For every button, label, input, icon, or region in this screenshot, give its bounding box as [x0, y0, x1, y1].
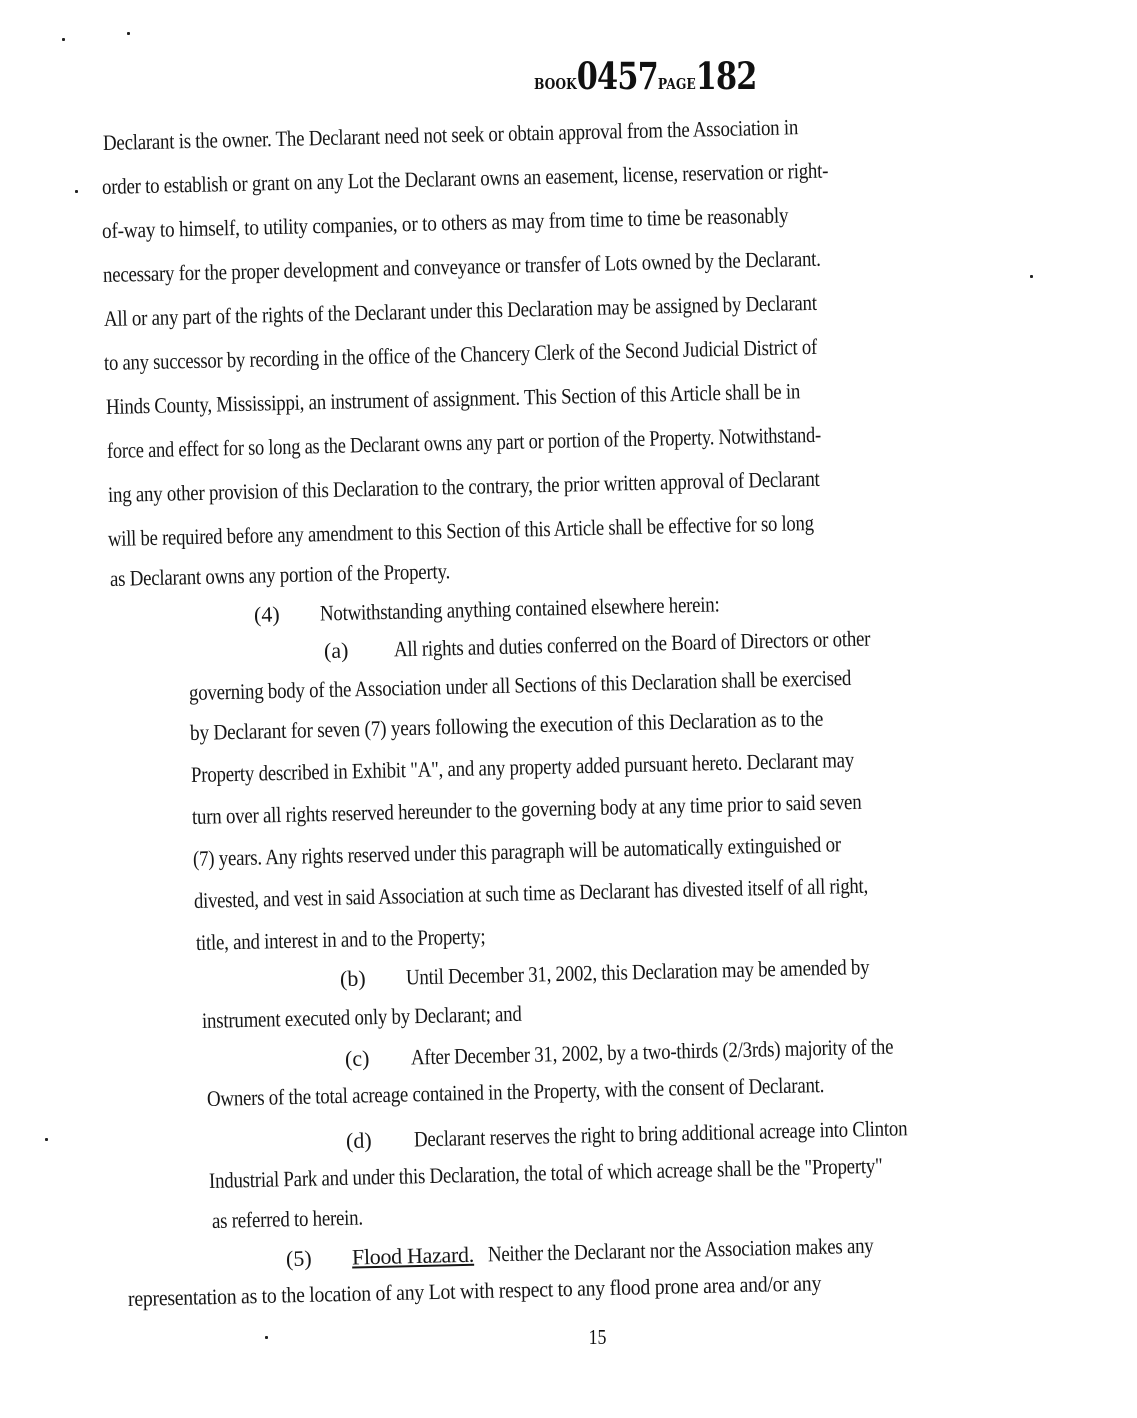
item-b-row: [340, 952, 945, 992]
item-c-line: Owners of the total acreage contained in the Property, with the consent of Declarant.: [206, 1071, 825, 1111]
body-row: [108, 463, 936, 508]
book-number: 0457: [576, 54, 658, 98]
body-row: [102, 200, 882, 244]
scan-speck: [265, 1336, 268, 1339]
item-c-row: [345, 1032, 972, 1072]
scan-speck: [75, 190, 78, 193]
section-5-first-line: Neither the Declarant nor the Association makes any: [487, 1232, 874, 1267]
book-page-stamp: [534, 54, 757, 98]
section-4-number: (4): [253, 601, 280, 627]
item-d-line: as referred to herein.: [211, 1204, 364, 1233]
body-row: [108, 507, 939, 552]
item-a-line: title, and interest in and to the Property;: [195, 923, 486, 955]
body-row: [107, 419, 957, 464]
body-line: of-way to himself, to utility companies, or to others as may from time to time be reasonably: [101, 202, 789, 243]
item-a-line: divested, and vest in said Association at such time as Declarant has divested itself of all right,: [193, 872, 869, 913]
body-row: [106, 376, 914, 420]
item-a-row: [193, 829, 947, 872]
section-5-line: representation as to the location of any Lot with respect to any flood prone area and/or any: [127, 1270, 822, 1311]
item-d-row: [346, 1113, 988, 1154]
item-b-first-line: Until December 31, 2002, this Declaration may be amended by: [405, 953, 870, 990]
body-line: force and effect for so long as the Declarant owns any part or portion of the Property. Notwithstand-: [106, 421, 822, 463]
body-row: [104, 331, 943, 376]
body-line: Declarant is the owner. The Declarant need not seek or obtain approval from the Association in: [102, 114, 799, 155]
item-a-line: governing body of the Association under all Sections of this Declaration shall be exercised: [188, 664, 852, 705]
scan-speck: [62, 38, 65, 41]
item-c-row: [207, 1070, 925, 1112]
item-a-row: [191, 745, 962, 788]
body-line: order to establish or grant on any Lot the Declarant owns an easement, license, reservation or right-: [101, 157, 829, 199]
item-d-row: [212, 1204, 388, 1234]
body-row: [104, 287, 933, 332]
scan-speck: [1030, 275, 1033, 278]
item-b-row: [202, 1000, 574, 1034]
item-d-row: [209, 1150, 993, 1194]
item-d-line: Industrial Park and under this Declaration, the total of which acreage shall be the "Property": [208, 1152, 883, 1193]
item-a-line: by Declarant for seven (7) years following the execution of this Declaration as to the: [189, 705, 824, 745]
item-c-first-line: After December 31, 2002, by a two-thirds (2/3rds) majority of the: [410, 1033, 894, 1070]
item-a-row: [324, 624, 948, 664]
book-label: BOOK: [534, 75, 577, 93]
item-a-letter: (a): [323, 637, 349, 663]
section-4-row: [254, 590, 785, 628]
page-label: PAGE: [657, 75, 696, 93]
page-number: 15: [588, 1325, 607, 1349]
body-row: [110, 557, 506, 592]
item-a-row: [192, 786, 971, 830]
body-row: [103, 112, 912, 156]
item-d-first-line: Declarant reserves the right to bring additional acreage into Clinton: [413, 1115, 908, 1152]
body-row: [102, 155, 947, 200]
section-5-row: [286, 1231, 937, 1272]
item-c-letter: (c): [344, 1045, 370, 1071]
item-a-first-line: All rights and duties conferred on the Board of Directors or other: [393, 625, 871, 662]
item-a-row: [196, 922, 533, 956]
section-5-number: (5): [285, 1245, 312, 1271]
item-a-line: turn over all rights reserved hereunder to the governing body at any time prior to said seven: [191, 788, 862, 829]
item-a-row: [189, 663, 959, 706]
body-line: will be required before any amendment to this Section of this Article shall be effective for so long: [107, 509, 814, 551]
body-line: to any successor by recording in the office of the Chancery Clerk of the Second Judicial District of: [103, 333, 818, 375]
section-4-text: Notwithstanding anything contained elsewhere herein:: [319, 591, 720, 626]
section-5-heading: Flood Hazard.: [351, 1241, 475, 1270]
section-5-row: [128, 1269, 899, 1312]
item-b-letter: (b): [339, 965, 366, 991]
body-line: ing any other provision of this Declaration to the contrary, the prior written approval of Declarant: [107, 465, 820, 507]
body-line: All or any part of the rights of the Declarant under this Declaration may be assigned by Declarant: [103, 289, 817, 331]
body-row: [103, 243, 938, 288]
body-line: as Declarant owns any portion of the Property.: [109, 558, 451, 591]
body-line: necessary for the proper development and conveyance or transfer of Lots owned by the Declarant.: [102, 245, 821, 287]
body-line: Hinds County, Mississippi, an instrument of assignment. This Section of this Article shall be in: [105, 378, 801, 419]
item-a-row: [194, 870, 987, 914]
scan-speck: [127, 32, 130, 35]
item-b-line: instrument executed only by Declarant; and: [201, 1000, 522, 1033]
item-d-letter: (d): [345, 1127, 372, 1153]
recording-page-number: 182: [695, 54, 757, 98]
item-a-row: [190, 704, 910, 746]
item-a-line: (7) years. Any rights reserved under this paragraph will be automatically extinguished or: [192, 831, 842, 871]
item-a-line: Property described in Exhibit "A", and any property added pursuant hereto. Declarant may: [190, 746, 855, 787]
scan-speck: [45, 1138, 48, 1141]
